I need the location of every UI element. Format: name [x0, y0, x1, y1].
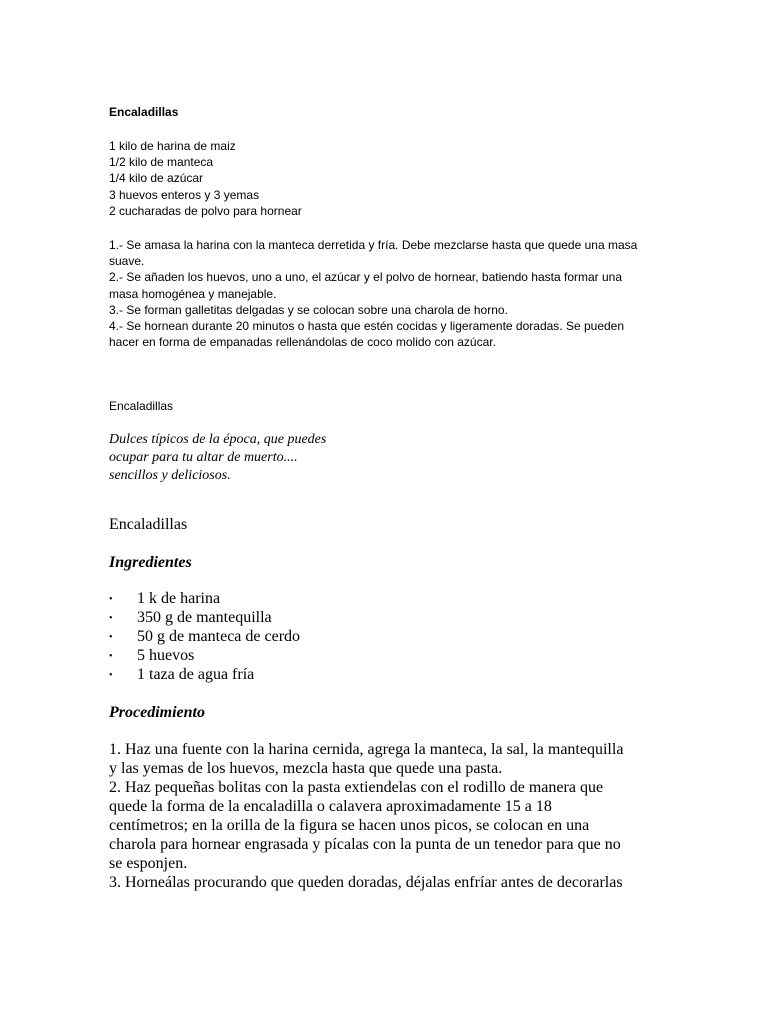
list-item	[109, 627, 300, 646]
recipe2-title: Encaladillas	[109, 399, 174, 413]
recipe3-step: 2. Haz pequeñas bolitas con la pasta extiendelas con el rodillo de manera que quede la forma de la encaladilla o calavera aproximadamente 15 a 18 centímetros; en la orilla de la figura se hacen unos picos, se colocan en una charola para hornear engrasada y pícalas con la punta de un tenedor para que no se esponjen.	[109, 779, 621, 872]
ingredient-text: 350 g de mantequilla	[137, 609, 272, 626]
recipe3-step: 3. Horneálas procurando que queden doradas, déjalas enfríar antes de decorarlas	[109, 874, 623, 891]
bullet-icon: •	[109, 632, 113, 643]
recipe1-steps	[109, 237, 649, 350]
list-item	[109, 646, 300, 665]
recipe1-step: 1.- Se amasa la harina con la manteca derretida y fría. Debe mezclarse hasta que quede una masa suave.	[109, 238, 638, 269]
list-item	[109, 589, 300, 608]
recipe1-title: Encaladillas	[109, 105, 179, 119]
recipe3-title: Encaladillas	[109, 516, 188, 533]
ingredient-text: 50 g de manteca de cerdo	[137, 628, 301, 645]
ingredient-text: 5 huevos	[137, 647, 195, 664]
bullet-icon: •	[109, 613, 113, 624]
recipe1-step: 2.- Se añaden los huevos, uno a uno, el azúcar y el polvo de hornear, batiendo hasta formar una masa homogénea y manejable.	[109, 270, 623, 301]
list-item	[109, 665, 300, 684]
recipe1-ingredient: 1/2 kilo de manteca	[109, 155, 214, 170]
ingredients-heading: Ingredientes	[109, 554, 192, 571]
recipe1-ingredient: 2 cucharadas de polvo para hornear	[109, 203, 302, 218]
bullet-icon: •	[109, 670, 113, 681]
bullet-icon: •	[109, 651, 113, 662]
recipe1-ingredient: 1 kilo de harina de maiz	[109, 139, 236, 153]
recipe2-intro: Dulces típicos de la época, que puedes ocupar para tu altar de muerto.... sencillos y deliciosos.	[109, 432, 327, 483]
ingredient-text: 1 k de harina	[137, 590, 221, 607]
list-item	[109, 608, 300, 627]
recipe1-step: 4.- Se hornean durante 20 minutos o hasta que estén cocidas y ligeramente doradas. Se pueden hacer en forma de empanadas rellenándolas de coco molido con azúcar.	[109, 319, 625, 350]
bullet-icon: •	[109, 594, 113, 605]
recipe1-ingredient: 3 huevos enteros y 3 yemas	[109, 187, 260, 202]
recipe3-step: 1. Haz una fuente con la harina cernida, agrega la manteca, la sal, la mantequilla y las yemas de los huevos, mezcla hasta que quede una pasta.	[109, 741, 624, 777]
recipe3-steps	[109, 740, 629, 892]
ingredient-text: 1 taza de agua fría	[137, 666, 255, 683]
recipe1-step: 3.- Se forman galletitas delgadas y se colocan sobre una charola de horno.	[109, 302, 508, 317]
recipe1-ingredients	[109, 138, 302, 219]
recipe3-ingredients-list	[109, 589, 300, 684]
procedure-heading: Procedimiento	[109, 704, 205, 721]
recipe1-ingredient: 1/4 kilo de azúcar	[109, 171, 204, 186]
